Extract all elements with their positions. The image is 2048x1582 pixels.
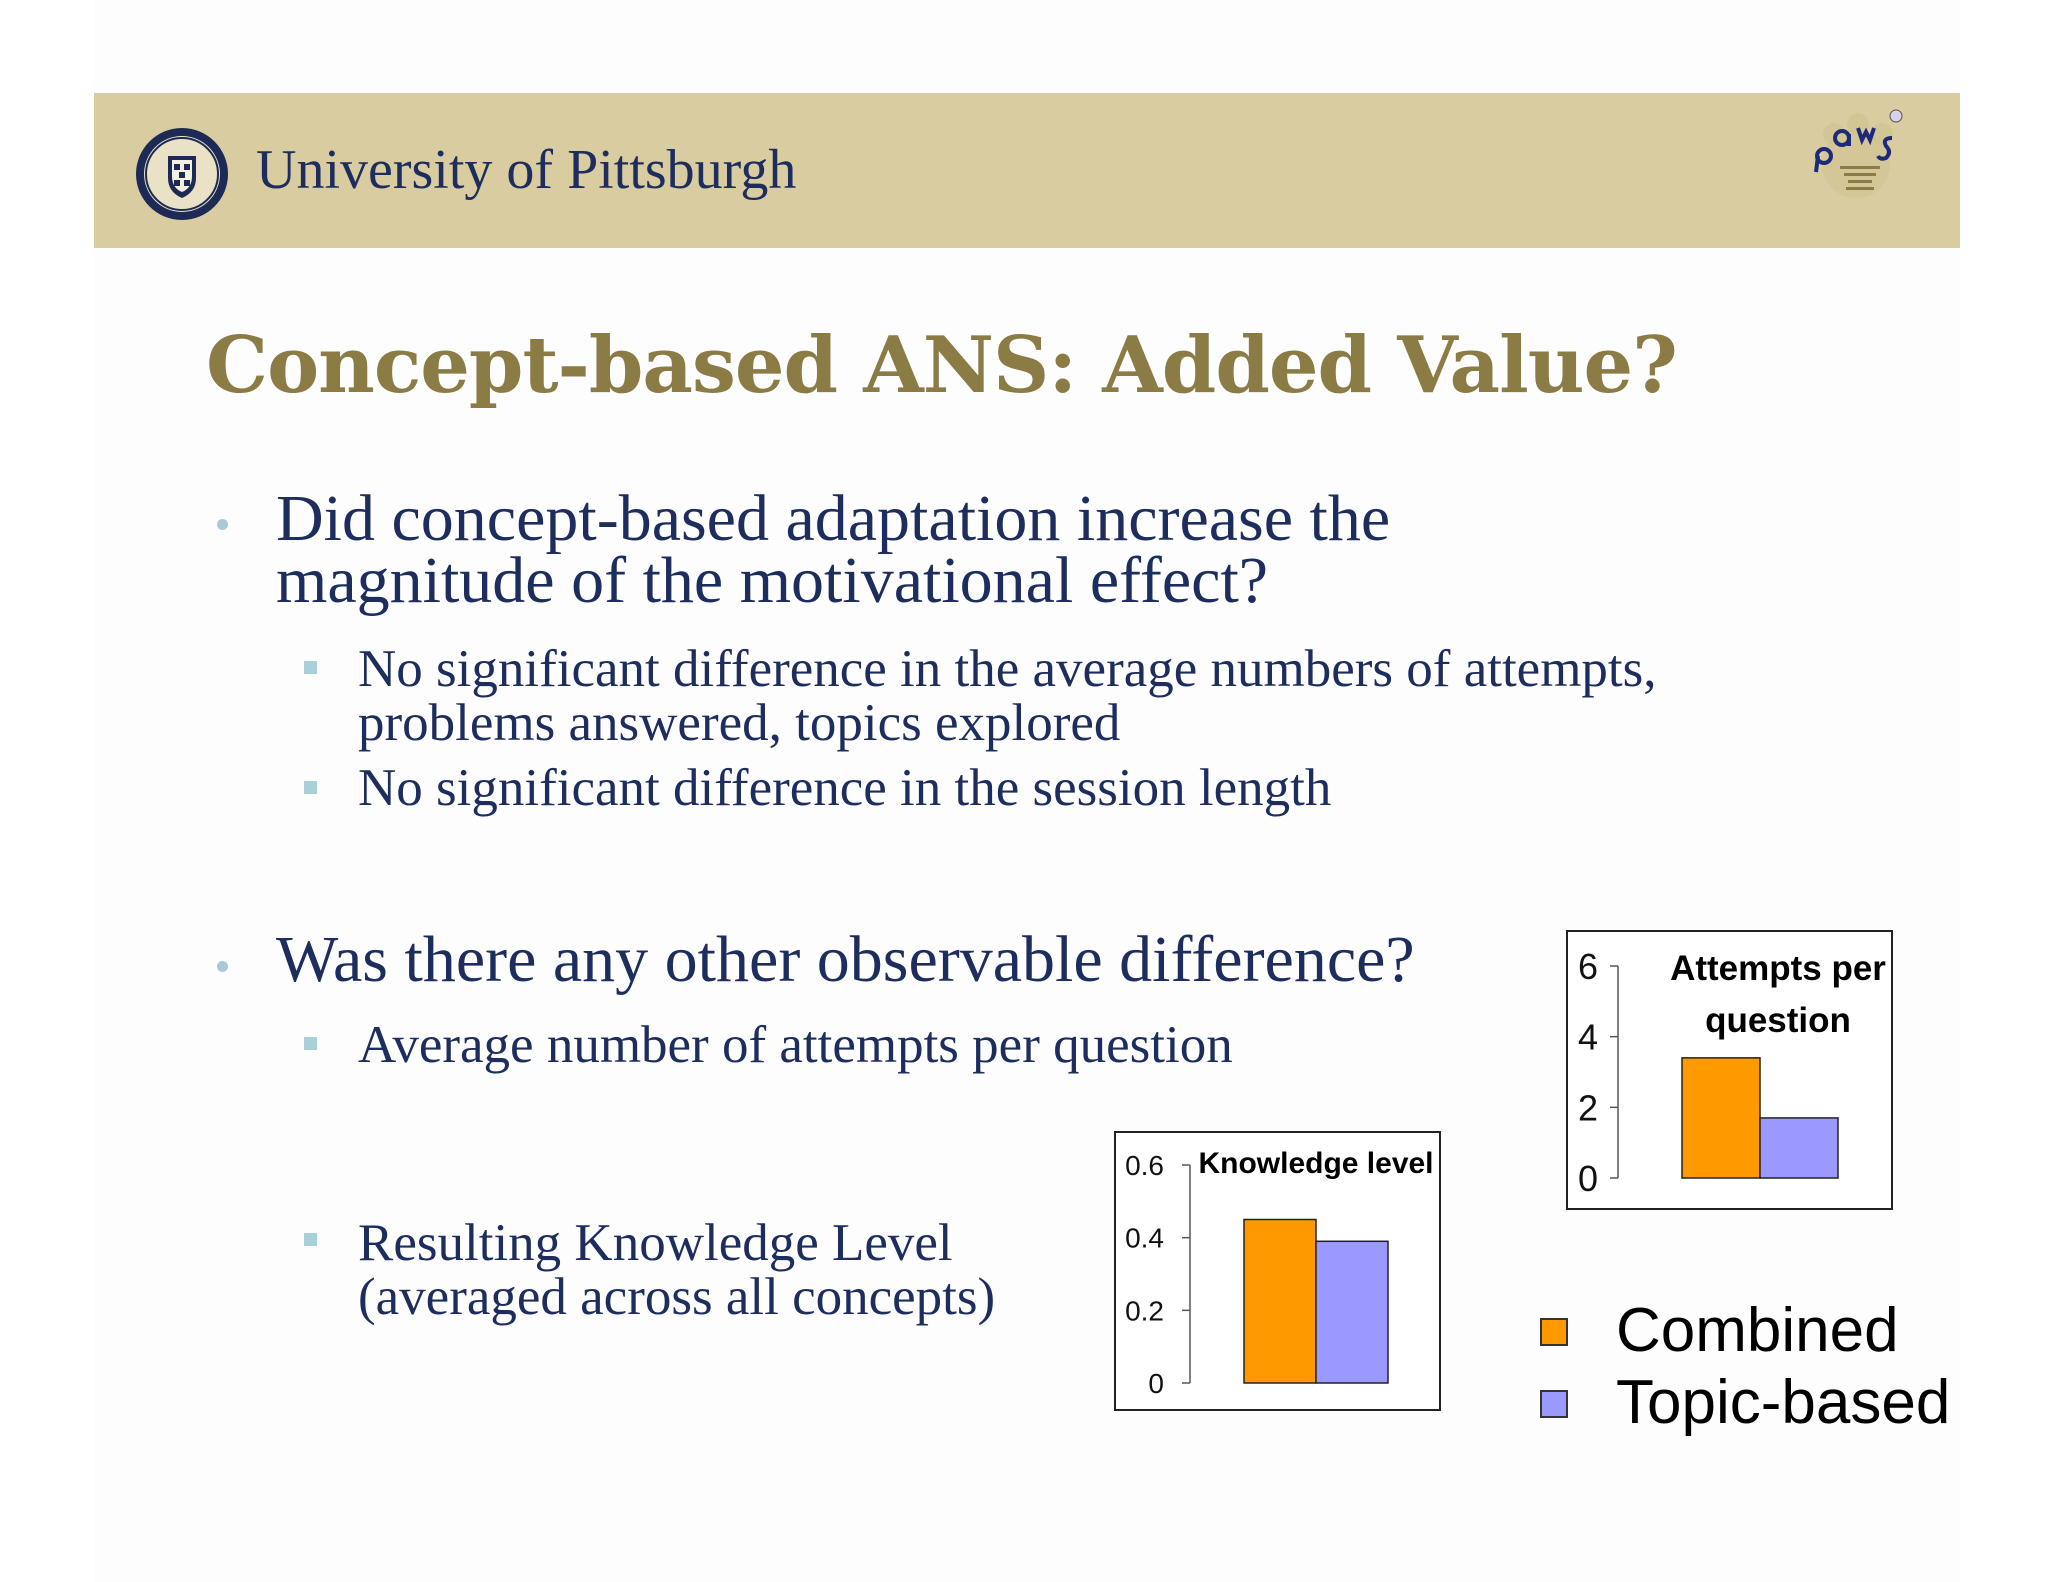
sub-bullet-square bbox=[304, 781, 317, 794]
sub-bullet-1-1-line-1: No significant difference in the average numbers of attempts, bbox=[358, 640, 1657, 698]
legend-label-topic-based: Topic-based bbox=[1616, 1368, 1951, 1437]
y-tick-label: 4 bbox=[1577, 1016, 1598, 1058]
sub-bullet-2-2-line-2: (averaged across all concepts) bbox=[358, 1268, 996, 1326]
bullet-dot bbox=[217, 519, 228, 530]
y-tick-label: 0.2 bbox=[1125, 1295, 1164, 1327]
y-tick-label: 0 bbox=[1577, 1157, 1598, 1199]
sub-bullet-square bbox=[304, 1233, 317, 1246]
y-tick-label: 0.6 bbox=[1125, 1150, 1164, 1182]
bar-topic-based bbox=[1316, 1241, 1388, 1383]
chart-attempts-per-question bbox=[1566, 930, 1893, 1210]
y-tick-label: 0 bbox=[1148, 1368, 1164, 1400]
legend-swatch-combined bbox=[1540, 1318, 1568, 1346]
bullet-2-line-1: Was there any other observable difference? bbox=[276, 923, 1415, 996]
chart-knowledge-svg bbox=[1116, 1133, 1443, 1413]
bar-combined bbox=[1244, 1220, 1316, 1384]
chart-title: question bbox=[1705, 1001, 1851, 1040]
bullet-dot bbox=[217, 961, 228, 972]
sub-bullet-square bbox=[304, 1037, 317, 1050]
bullet-1-line-1: Did concept-based adaptation increase the bbox=[276, 482, 1391, 555]
university-seal-icon bbox=[134, 126, 230, 222]
chart-title: Attempts per bbox=[1670, 949, 1886, 988]
y-tick-label: 6 bbox=[1577, 945, 1598, 987]
chart-legend bbox=[1540, 1296, 1960, 1446]
chart-title: Knowledge level bbox=[1198, 1147, 1434, 1180]
legend-swatch-topic-based bbox=[1540, 1390, 1568, 1418]
bar-topic-based bbox=[1760, 1118, 1838, 1178]
sub-bullet-1-1-line-2: problems answered, topics explored bbox=[358, 694, 1121, 752]
legend-label-combined: Combined bbox=[1616, 1296, 1899, 1365]
paws-logo-icon bbox=[1800, 104, 1910, 204]
bullet-1-line-2: magnitude of the motivational effect? bbox=[276, 544, 1269, 617]
chart-attempts-svg bbox=[1568, 932, 1895, 1212]
sub-bullet-2-1-line-1: Average number of attempts per question bbox=[358, 1016, 1233, 1074]
chart-knowledge-level bbox=[1114, 1131, 1441, 1411]
y-tick-label: 2 bbox=[1577, 1087, 1598, 1129]
sub-bullet-2-2-line-1: Resulting Knowledge Level bbox=[358, 1214, 953, 1272]
sub-bullet-1-2-line-1: No significant difference in the session length bbox=[358, 759, 1332, 817]
slide-title: Concept-based ANS: Added Value? bbox=[206, 320, 1677, 411]
y-tick-label: 0.4 bbox=[1125, 1222, 1164, 1254]
university-name: University of Pittsburgh bbox=[256, 139, 797, 201]
sub-bullet-square bbox=[304, 661, 317, 674]
bar-combined bbox=[1682, 1058, 1760, 1178]
